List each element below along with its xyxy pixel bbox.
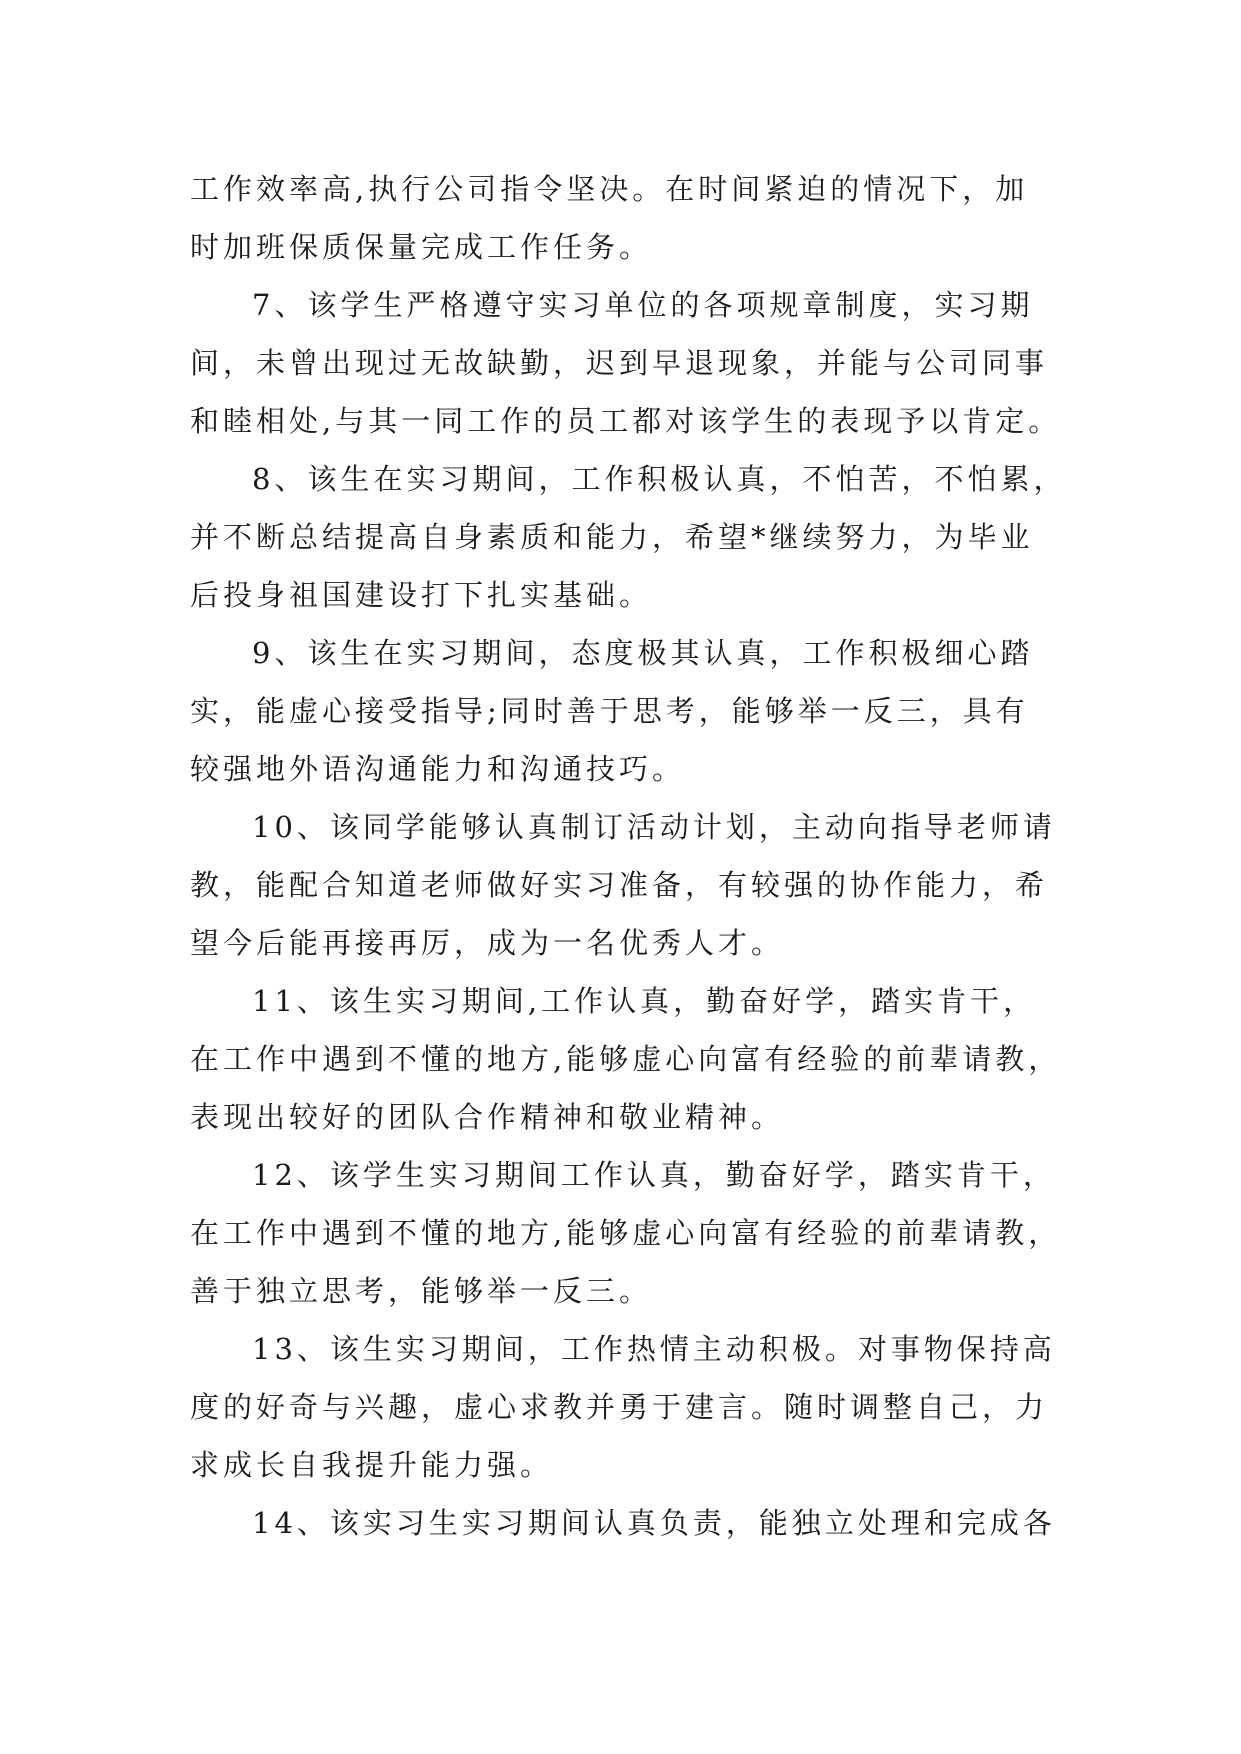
text-line: 度的好奇与兴趣，虚心求教并勇于建言。随时调整自己，力 [190, 1390, 1049, 1424]
paragraph-8-line: 8、该生在实习期间，工作积极认真，不怕苦，不怕累， [252, 462, 1067, 496]
text-line: 望今后能再接再厉，成为一名优秀人才。 [190, 926, 785, 960]
text-line: 在工作中遇到不懂的地方,能够虚心向富有经验的前辈请教， [190, 1216, 1062, 1250]
text-line: 时加班保质保量完成工作任务。 [190, 230, 653, 264]
text-line: 间，未曾出现过无故缺勤，迟到早退现象，并能与公司同事 [190, 346, 1049, 380]
text-line: 善于独立思考，能够举一反三。 [190, 1274, 653, 1308]
text-line: 教，能配合知道老师做好实习准备，有较强的协作能力，希 [190, 868, 1049, 902]
paragraph-10-line: 10、该同学能够认真制订活动计划，主动向指导老师请 [252, 810, 1056, 844]
text-line: 和睦相处,与其一同工作的员工都对该学生的表现予以肯定。 [190, 404, 1062, 438]
text-line: 实，能虚心接受指导;同时善于思考，能够举一反三，具有 [190, 694, 1029, 728]
paragraph-14-line: 14、该实习生实习期间认真负责，能独立处理和完成各 [252, 1506, 1056, 1540]
paragraph-7-line: 7、该学生严格遵守实习单位的各项规章制度，实习期 [252, 288, 1034, 322]
text-line: 后投身祖国建设打下扎实基础。 [190, 578, 653, 612]
paragraph-12-line: 12、该学生实习期间工作认真，勤奋好学，踏实肯干， [252, 1158, 1056, 1192]
document-body [190, 160, 1067, 1552]
text-line: 求成长自我提升能力强。 [190, 1448, 554, 1482]
text-line: 工作效率高,执行公司指令坚决。在时间紧迫的情况下，加 [190, 172, 1029, 206]
text-line: 表现出较好的团队合作精神和敬业精神。 [190, 1100, 785, 1134]
paragraph-13-line: 13、该生实习期间，工作热情主动积极。对事物保持高 [252, 1332, 1056, 1366]
text-line: 并不断总结提高自身素质和能力，希望*继续努力，为毕业 [190, 520, 1034, 554]
paragraph-11-line: 11、该生实习期间,工作认真，勤奋好学，踏实肯干， [252, 984, 1037, 1018]
text-line: 在工作中遇到不懂的地方,能够虚心向富有经验的前辈请教， [190, 1042, 1062, 1076]
paragraph-9-line: 9、该生在实习期间，态度极其认真，工作积极细心踏 [252, 636, 1034, 670]
text-line: 较强地外语沟通能力和沟通技巧。 [190, 752, 686, 786]
